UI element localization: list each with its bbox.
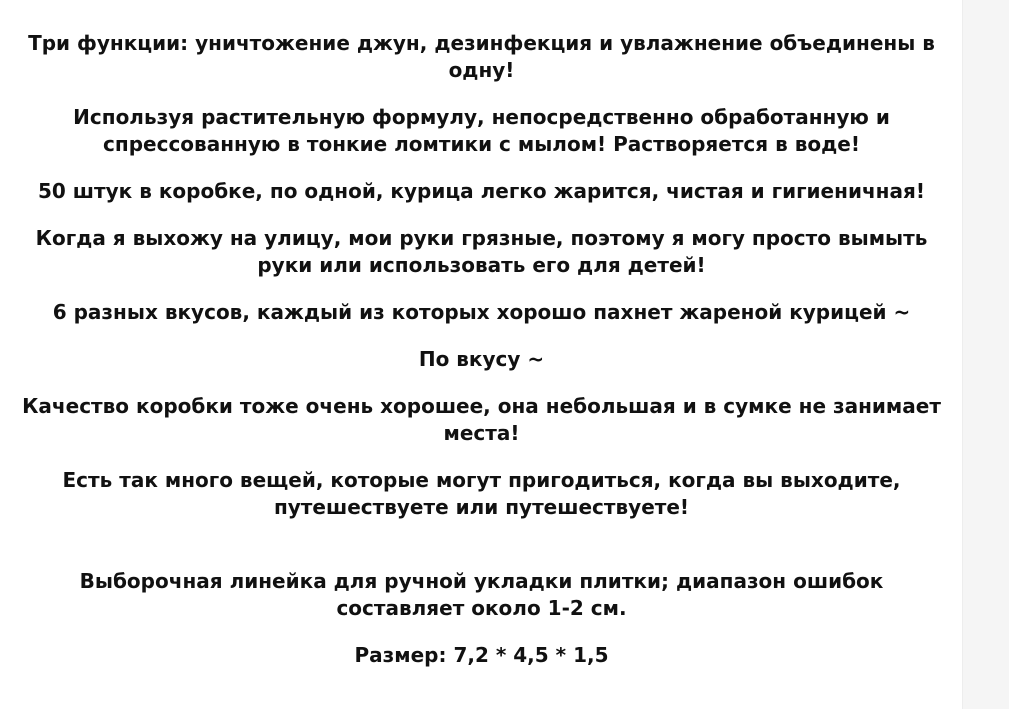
paragraph-box-count: 50 штук в коробке, по одной, курица легко жарится, чистая и гигиеничная! (38, 179, 925, 203)
paragraph-box-quality: Качество коробки тоже очень хорошее, она небольшая и в сумке не занимает места! (22, 394, 941, 445)
paragraph-travel: Есть так много вещей, которые могут пригодиться, когда вы выходите, путешествуете или путешествуете! (62, 468, 901, 519)
paragraph-taste: По вкусу ~ (418, 347, 545, 371)
paragraph-hands: Когда я выхожу на улицу, мои руки грязные, поэтому я могу просто вымыть руки или использовать его для детей! (35, 226, 928, 277)
right-sidebar (962, 0, 1009, 709)
paragraph-flavors: 6 разных вкусов, каждый из которых хорошо пахнет жареной курицей ~ (52, 300, 911, 324)
paragraph-formula: Используя растительную формулу, непосредственно обработанную и спрессованную в тонкие ломтики с мылом! Растворяется в воде! (73, 105, 890, 156)
paragraph-functions: Три функции: уничтожение джун, дезинфекция и увлажнение объединены в одну! (28, 31, 935, 82)
paragraph-ruler-note: Выборочная линейка для ручной укладки плитки; диапазон ошибок составляет около 1-2 см. (79, 569, 884, 620)
top-clipped-line (0, 0, 963, 14)
paragraph-size: Размер: 7,2 * 4,5 * 1,5 (354, 643, 609, 667)
